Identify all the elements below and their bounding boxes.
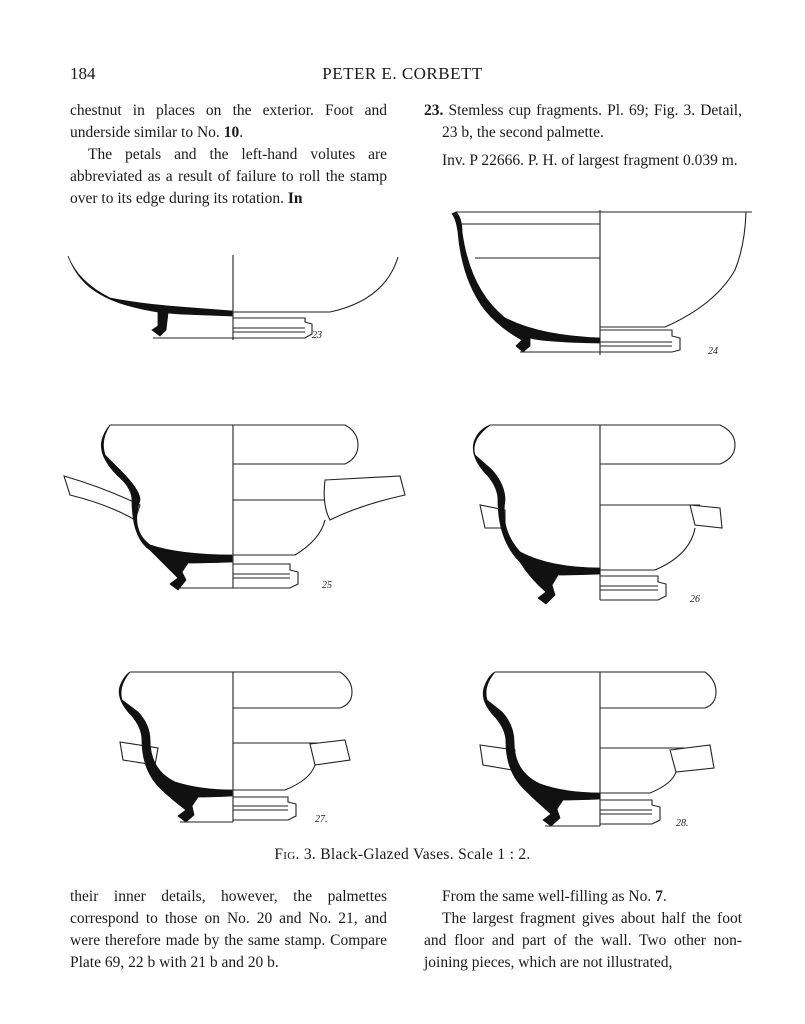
paragraph: The petals and the left-hand volutes are abbreviated as a result of failure to roll the stamp over to its edge during its rotation. In (70, 146, 387, 207)
inventory-line: Inv. P 22666. P. H. of largest fragment 0.039 m. (442, 152, 738, 169)
vase-drawing-25 (64, 425, 405, 591)
vase-drawing-26 (473, 425, 735, 605)
vase-drawing-24 (452, 210, 752, 357)
paragraph: their inner details, however, the palmettes correspond to those on No. 20 and No. 21, and were therefore made by the same stamp. Compare Plate 69, 22 b with 21 b and 20 b. (70, 888, 387, 971)
paragraph: chestnut in places on the exterior. Foot and underside similar to No. 10. (70, 102, 387, 141)
figure-label: 25 (322, 580, 332, 591)
paragraph: The largest fragment gives about half the foot and floor and part of the wall. Two other non-joining pieces, which are not illustrated, (424, 910, 742, 971)
figure-label: 26 (690, 594, 700, 605)
vase-drawing-23 (68, 255, 398, 341)
vase-drawing-28 (480, 672, 716, 829)
entry-number: 23. (424, 102, 444, 119)
vase-drawing-27 (119, 672, 352, 825)
figure-caption: Fig. 3. Black-Glazed Vases. Scale 1 : 2. (274, 846, 531, 863)
left-column-bottom (70, 886, 387, 974)
running-title: PETER E. CORBETT (322, 64, 483, 83)
right-column-bottom (424, 886, 742, 974)
figure-label: 23 (312, 330, 322, 341)
page-number: 184 (70, 64, 96, 83)
catalog-entry-23: 23. Stemless cup fragments. Pl. 69; Fig. 3. Detail, 23 b, the second palmette. (424, 102, 742, 141)
paragraph: From the same well-filling as No. 7. (442, 888, 667, 905)
figure-label: 27. (315, 814, 328, 825)
figure-label: 24 (708, 346, 718, 357)
figure-label: 28. (676, 818, 689, 829)
